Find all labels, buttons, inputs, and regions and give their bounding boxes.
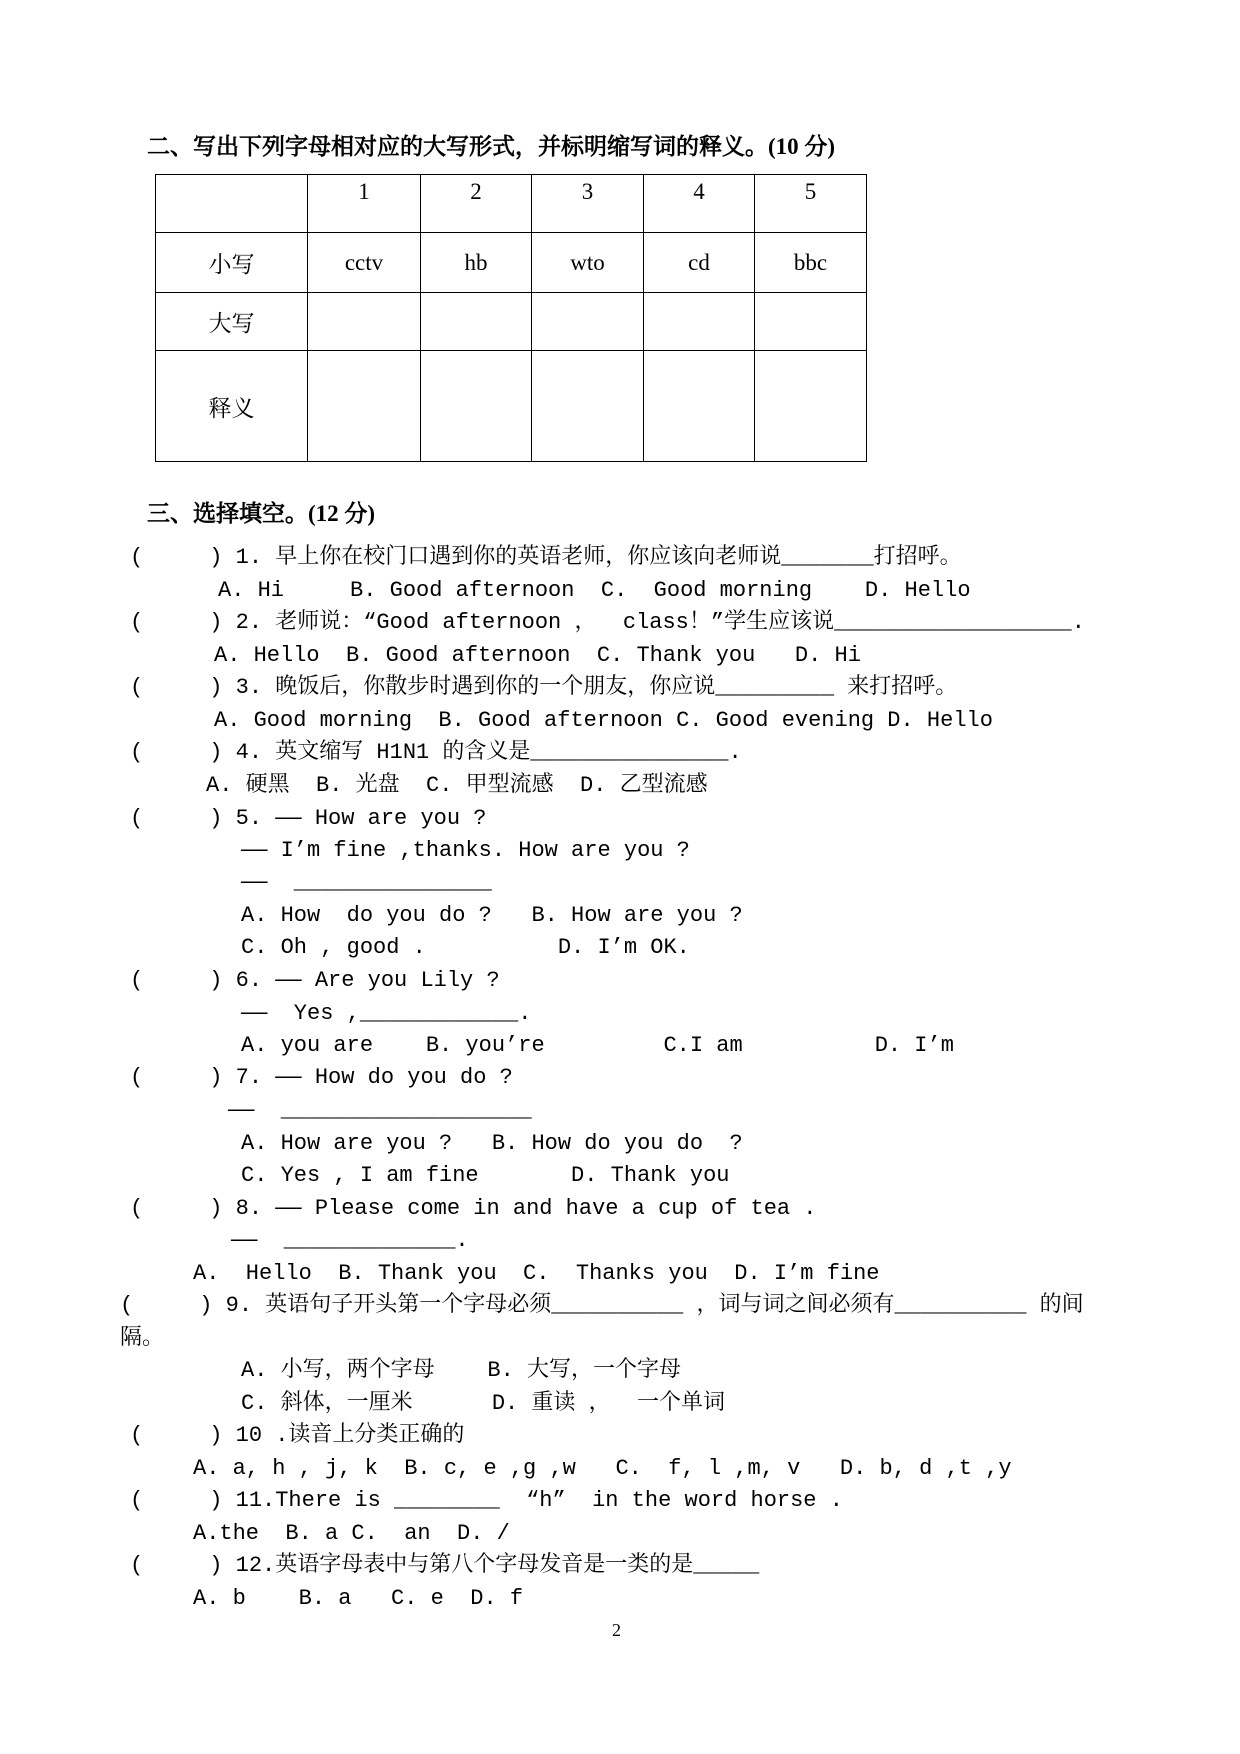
table-cell: hb	[421, 233, 532, 293]
question-5: ( ) 5. —— How are you ?	[130, 806, 487, 831]
question-7-options: A. How are you ? B. How do you do ?	[241, 1131, 743, 1156]
page-number: 2	[612, 1620, 621, 1640]
answer-cell[interactable]	[421, 293, 532, 351]
table-row-uppercase	[156, 293, 867, 351]
question-9-cont: 隔。	[120, 1326, 165, 1351]
answer-cell[interactable]	[421, 351, 532, 462]
answer-cell[interactable]	[644, 351, 755, 462]
question-10-options: A. a, h , j, k B. c, e ,g ,w C. f, l ,m, v D. b, d ,t ,y	[193, 1456, 1012, 1481]
row-label: 大写	[156, 293, 308, 351]
question-5-blank: —— _______________	[241, 870, 492, 895]
question-3: ( ) 3. 晚饭后，你散步时遇到你的一个朋友，你应说_________ 来打招呼。	[130, 675, 958, 700]
answer-cell[interactable]	[644, 293, 755, 351]
question-5-options: A. How do you do ? B. How are you ?	[241, 903, 743, 928]
question-9: ( ) 9. 英语句子开头第一个字母必须__________ ，词与词之间必须有__________ 的间	[120, 1293, 1084, 1318]
question-3-options: A. Good morning B. Good afternoon C. Good evening D. Hello	[214, 708, 993, 733]
row-label: 释义	[156, 351, 308, 462]
table-row-lowercase	[156, 233, 867, 293]
question-12: ( ) 12.英语字母表中与第八个字母发音是一类的是_____	[130, 1553, 760, 1578]
answer-cell[interactable]	[532, 351, 644, 462]
question-6-options: A. you are B. you’re C.I am D. I’m	[241, 1033, 954, 1058]
question-2: ( ) 2. 老师说：“Good afternoon ， class！”学生应该说__________________.	[130, 610, 1085, 635]
question-4: ( ) 4. 英文缩写 H1N1 的含义是_______________.	[130, 740, 742, 765]
table-header-row	[156, 175, 867, 233]
section2-title: 二、写出下列字母相对应的大写形式，并标明缩写词的释义。(10 分)	[147, 134, 836, 159]
question-2-options: A. Hello B. Good afternoon C. Thank you D. Hi	[214, 643, 861, 668]
answer-cell[interactable]	[532, 293, 644, 351]
question-4-options: A. 硬黑 B. 光盘 C. 甲型流感 D. 乙型流感	[206, 773, 708, 798]
abbreviation-table	[155, 174, 867, 462]
table-cell: cctv	[308, 233, 421, 293]
question-11-options: A.the B. a C. an D. /	[193, 1521, 510, 1546]
question-5-options: C. Oh , good . D. I’m OK.	[241, 935, 690, 960]
question-9-options: C. 斜体，一厘米 D. 重读 ， 一个单词	[241, 1391, 726, 1416]
question-6: ( ) 6. —— Are you Lily ?	[130, 968, 500, 993]
answer-cell[interactable]	[308, 293, 421, 351]
question-8-blank: —— _____________.	[231, 1228, 469, 1253]
column-header: 5	[755, 175, 867, 233]
answer-cell[interactable]	[308, 351, 421, 462]
table-cell: cd	[644, 233, 755, 293]
question-11: ( ) 11.There is ________ “h” in the word horse .	[130, 1488, 843, 1513]
question-12-options: A. b B. a C. e D. f	[193, 1586, 524, 1611]
question-8-options: A. Hello B. Thank you C. Thanks you D. I’m fine	[193, 1261, 880, 1286]
answer-cell[interactable]	[755, 293, 867, 351]
question-1: ( ) 1. 早上你在校门口遇到你的英语老师，你应该向老师说_______打招呼。	[130, 545, 962, 570]
question-6-blank: —— Yes ,____________.	[241, 1001, 532, 1026]
table-cell: bbc	[755, 233, 867, 293]
column-header: 4	[644, 175, 755, 233]
section3-title: 三、选择填空。(12 分)	[147, 501, 376, 526]
question-7-blank: —— ___________________	[228, 1098, 532, 1123]
question-8: ( ) 8. —— Please come in and have a cup of tea .	[130, 1196, 817, 1221]
column-header: 2	[421, 175, 532, 233]
column-header: 3	[532, 175, 644, 233]
table-row-meaning	[156, 351, 867, 462]
question-5-line: —— I’m fine ,thanks. How are you ?	[241, 838, 690, 863]
answer-cell[interactable]	[755, 351, 867, 462]
question-7: ( ) 7. —— How do you do ?	[130, 1065, 513, 1090]
row-label: 小写	[156, 233, 308, 293]
column-header: 1	[308, 175, 421, 233]
table-corner-cell	[156, 175, 308, 233]
question-10: ( ) 10 .读音上分类正确的	[130, 1423, 465, 1448]
question-9-options: A. 小写，两个字母 B. 大写，一个字母	[241, 1358, 682, 1383]
table-cell: wto	[532, 233, 644, 293]
question-1-options: A. Hi B. Good afternoon C. Good morning D. Hello	[218, 578, 971, 603]
question-7-options: C. Yes , I am fine D. Thank you	[241, 1163, 730, 1188]
